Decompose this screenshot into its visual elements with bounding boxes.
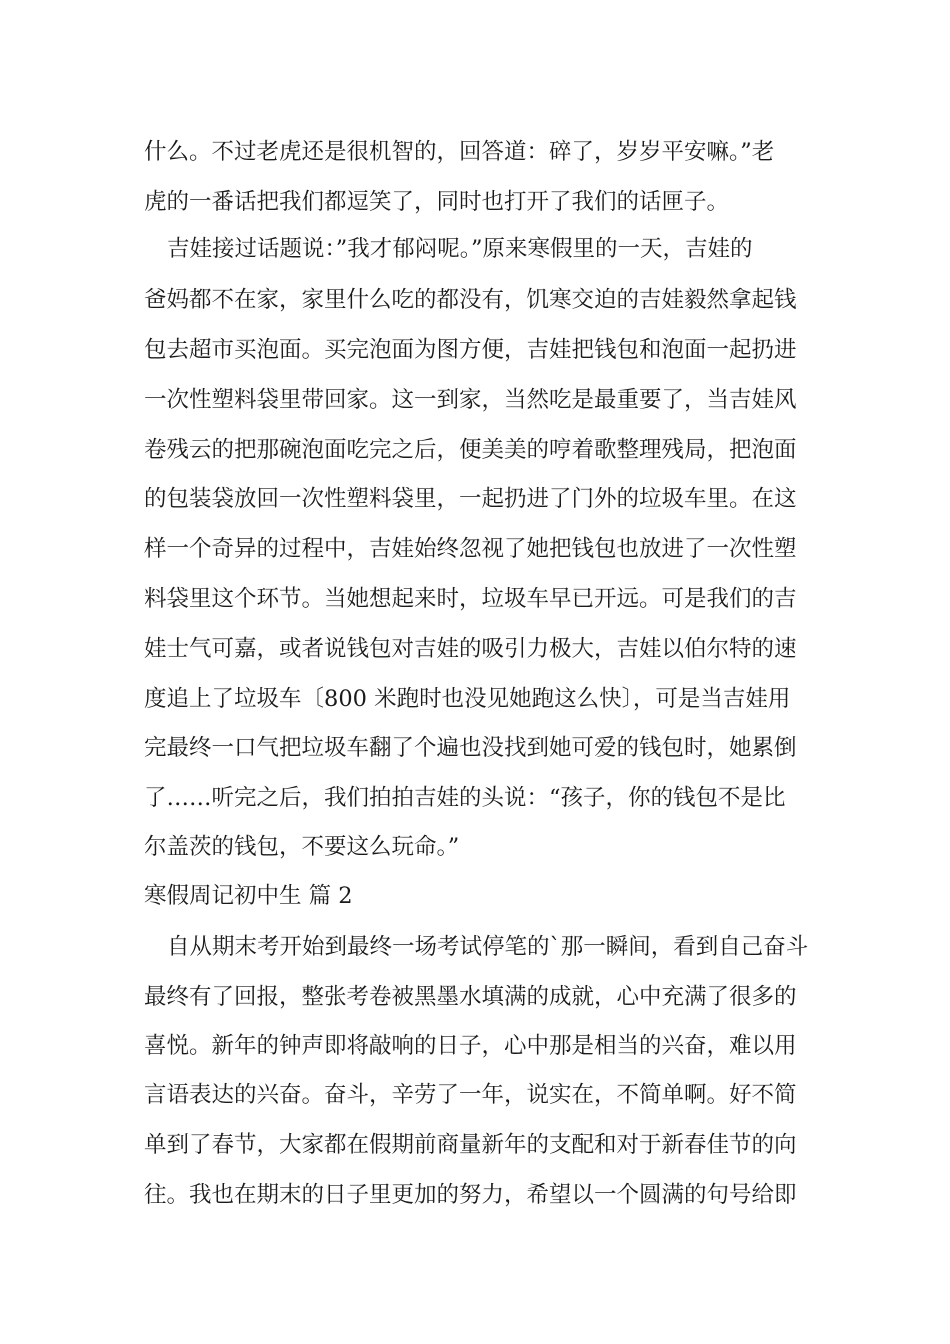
text-line: 料袋里这个环节。当她想起来时，垃圾车早已开远。可是我们的吉 [144, 586, 797, 612]
text-line: 喜悦。新年的钟声即将敲响的日子，心中那是相当的兴奋，难以用 [144, 1033, 797, 1059]
text-line: 的包装袋放回一次性塑料袋里，一起扔进了门外的垃圾车里。在这 [144, 486, 797, 512]
text-line: 娃士气可嘉，或者说钱包对吉娃的吸引力极大，吉娃以伯尔特的速 [144, 636, 797, 662]
text-line: 尔盖茨的钱包，不要这么玩命。” [144, 834, 460, 860]
text-line: 往。我也在期末的日子里更加的努力，希望以一个圆满的句号给即 [144, 1182, 797, 1208]
text-line: 最终有了回报，整张考卷被黑墨水填满的成就，心中充满了很多的 [144, 984, 797, 1010]
text-line: 一次性塑料袋里带回家。这一到家，当然吃是最重要了，当吉娃风 [144, 387, 797, 413]
section-heading: 寒假周记初中生 篇 2 [144, 883, 353, 909]
text-line: 单到了春节，大家都在假期前商量新年的支配和对于新春佳节的向 [144, 1132, 797, 1158]
text-line: 什么。不过老虎还是很机智的，回答道：碎了，岁岁平安嘛。”老 [144, 139, 775, 165]
text-line: 度追上了垃圾车〔800 米跑时也没见她跑这么快〕，可是当吉娃用 [144, 686, 791, 712]
text-line: 虎的一番话把我们都逗笑了，同时也打开了我们的话匣子。 [144, 189, 730, 215]
text-line: 了……听完之后，我们拍拍吉娃的头说：“孩子，你的钱包不是比 [144, 785, 786, 811]
text-line: 卷残云的把那碗泡面吃完之后，便美美的哼着歌整理残局，把泡面 [144, 437, 797, 463]
text-line: 样一个奇异的过程中，吉娃始终忽视了她把钱包也放进了一次性塑 [144, 536, 797, 562]
text-line: 包去超市买泡面。买完泡面为图方便，吉娃把钱包和泡面一起扔进 [144, 337, 797, 363]
text-line: 爸妈都不在家，家里什么吃的都没有，饥寒交迫的吉娃毅然拿起钱 [144, 287, 797, 313]
paragraph-first-line: 自从期末考开始到最终一场考试停笔的`那一瞬间，看到自己奋斗 [167, 934, 809, 960]
paragraph-first-line: 吉娃接过话题说：”我才郁闷呢。”原来寒假里的一天，吉娃的 [167, 236, 753, 262]
text-line: 完最终一口气把垃圾车翻了个遍也没找到她可爱的钱包时，她累倒 [144, 735, 797, 761]
text-line: 言语表达的兴奋。奋斗，辛劳了一年，说实在，不简单啊。好不简 [144, 1082, 797, 1108]
